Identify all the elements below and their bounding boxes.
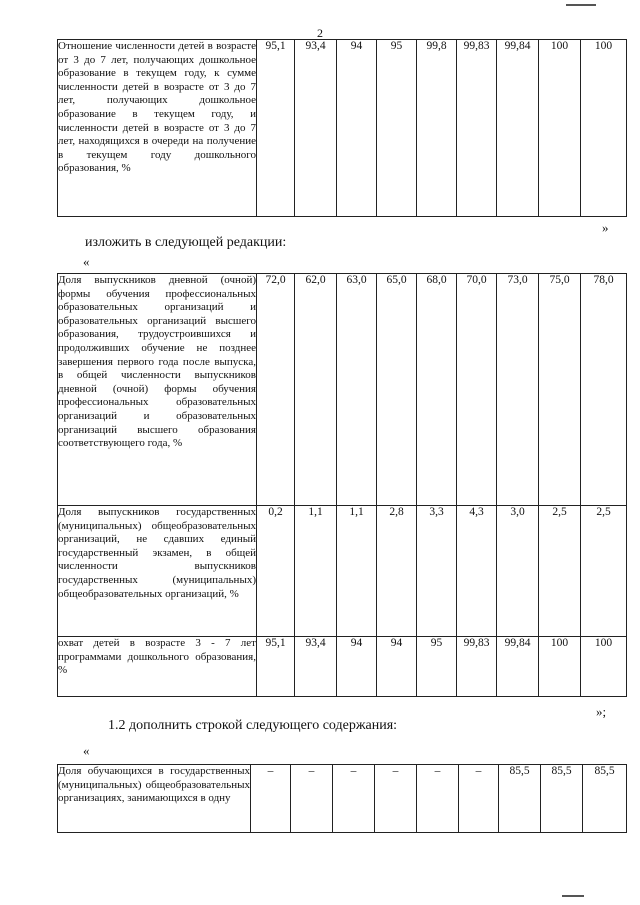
indicator-table-old [57,39,627,217]
indicator-value: 93,4 [295,637,337,697]
indicator-value: 100 [539,637,581,697]
indicator-value: 2,5 [539,506,581,637]
indicator-value: 85,5 [583,765,627,833]
indicator-table-new [57,273,627,697]
indicator-value: 95,1 [257,40,295,217]
indicator-value: 85,5 [499,765,541,833]
indicator-label: Доля обучающихся в государственных (муниципальных) общеобразовательных организациях, занимающихся в одну [58,765,251,833]
scan-artifact [566,4,596,6]
indicator-value: 4,3 [457,506,497,637]
indicator-value: 94 [337,40,377,217]
indicator-label: Доля выпускников дневной (очной) формы обучения профессиональных образовательных организаций и образовательных организаций высшего образования, трудоустроившихся и продолживших обучение не позднее завершения первого года после выпуска, в общей численности выпускников дневной (очной) формы обучения профессиональных образовательных организаций и образовательных организаций высшего образования соответствующего года, % [58,274,257,506]
indicator-value: 63,0 [337,274,377,506]
page-number: 2 [317,26,323,40]
opening-quote: « [83,743,90,758]
table-row [58,637,627,697]
indicator-value: 99,84 [497,40,539,217]
indicator-label: охват детей в возрасте 3 - 7 лет программами дошкольного образования, % [58,637,257,697]
indicator-value: 1,1 [295,506,337,637]
indicator-value: 68,0 [417,274,457,506]
indicator-table-added [57,764,627,833]
indicator-value: 94 [337,637,377,697]
instruction-heading: изложить в следующей редакции: [85,235,287,250]
closing-quote: »; [596,704,607,719]
indicator-value: 100 [539,40,581,217]
indicator-value: 95 [377,40,417,217]
indicator-value: 93,4 [295,40,337,217]
indicator-label: Доля выпускников государственных (муниципальных) общеобразовательных организаций, не сдавших единый государственный экзамен, в общей численности выпускников государственных (муниципальных) общеобразовательных организаций, % [58,506,257,637]
indicator-value: – [291,765,333,833]
scan-artifact [562,895,584,897]
indicator-value: – [459,765,499,833]
indicator-value: 85,5 [541,765,583,833]
indicator-value: – [417,765,459,833]
indicator-value: – [251,765,291,833]
indicator-value: 3,3 [417,506,457,637]
closing-quote: » [602,220,609,235]
indicator-value: 78,0 [581,274,627,506]
indicator-value: 65,0 [377,274,417,506]
indicator-value: – [333,765,375,833]
indicator-value: 62,0 [295,274,337,506]
indicator-value: 100 [581,40,627,217]
indicator-value: 70,0 [457,274,497,506]
indicator-value: 0,2 [257,506,295,637]
indicator-value: 1,1 [337,506,377,637]
indicator-value: 75,0 [539,274,581,506]
indicator-value: 95 [417,637,457,697]
indicator-value: 95,1 [257,637,295,697]
indicator-value: 99,8 [417,40,457,217]
indicator-value: 94 [377,637,417,697]
indicator-value: 100 [581,637,627,697]
indicator-label: Отношение численности детей в возрасте от 3 до 7 лет, получающих дошкольное образование в текущем году, к сумме численности детей в возрасте от 3 до 7 лет, получающих дошкольное образование в текущем году, и численности детей в возрасте от 3 до 7 лет, находящихся в очереди на получение в текущем году дошкольного образования, % [58,40,257,217]
indicator-value: 99,83 [457,637,497,697]
table-row [58,274,627,506]
indicator-value: 73,0 [497,274,539,506]
table-row [58,765,627,833]
table-row [58,40,627,217]
indicator-value: 2,8 [377,506,417,637]
indicator-value: 3,0 [497,506,539,637]
instruction-heading: 1.2 дополнить строкой следующего содержания: [108,718,398,733]
opening-quote: « [83,254,90,269]
indicator-value: 99,83 [457,40,497,217]
indicator-value: – [375,765,417,833]
indicator-value: 72,0 [257,274,295,506]
table-row [58,506,627,637]
indicator-value: 99,84 [497,637,539,697]
indicator-value: 2,5 [581,506,627,637]
